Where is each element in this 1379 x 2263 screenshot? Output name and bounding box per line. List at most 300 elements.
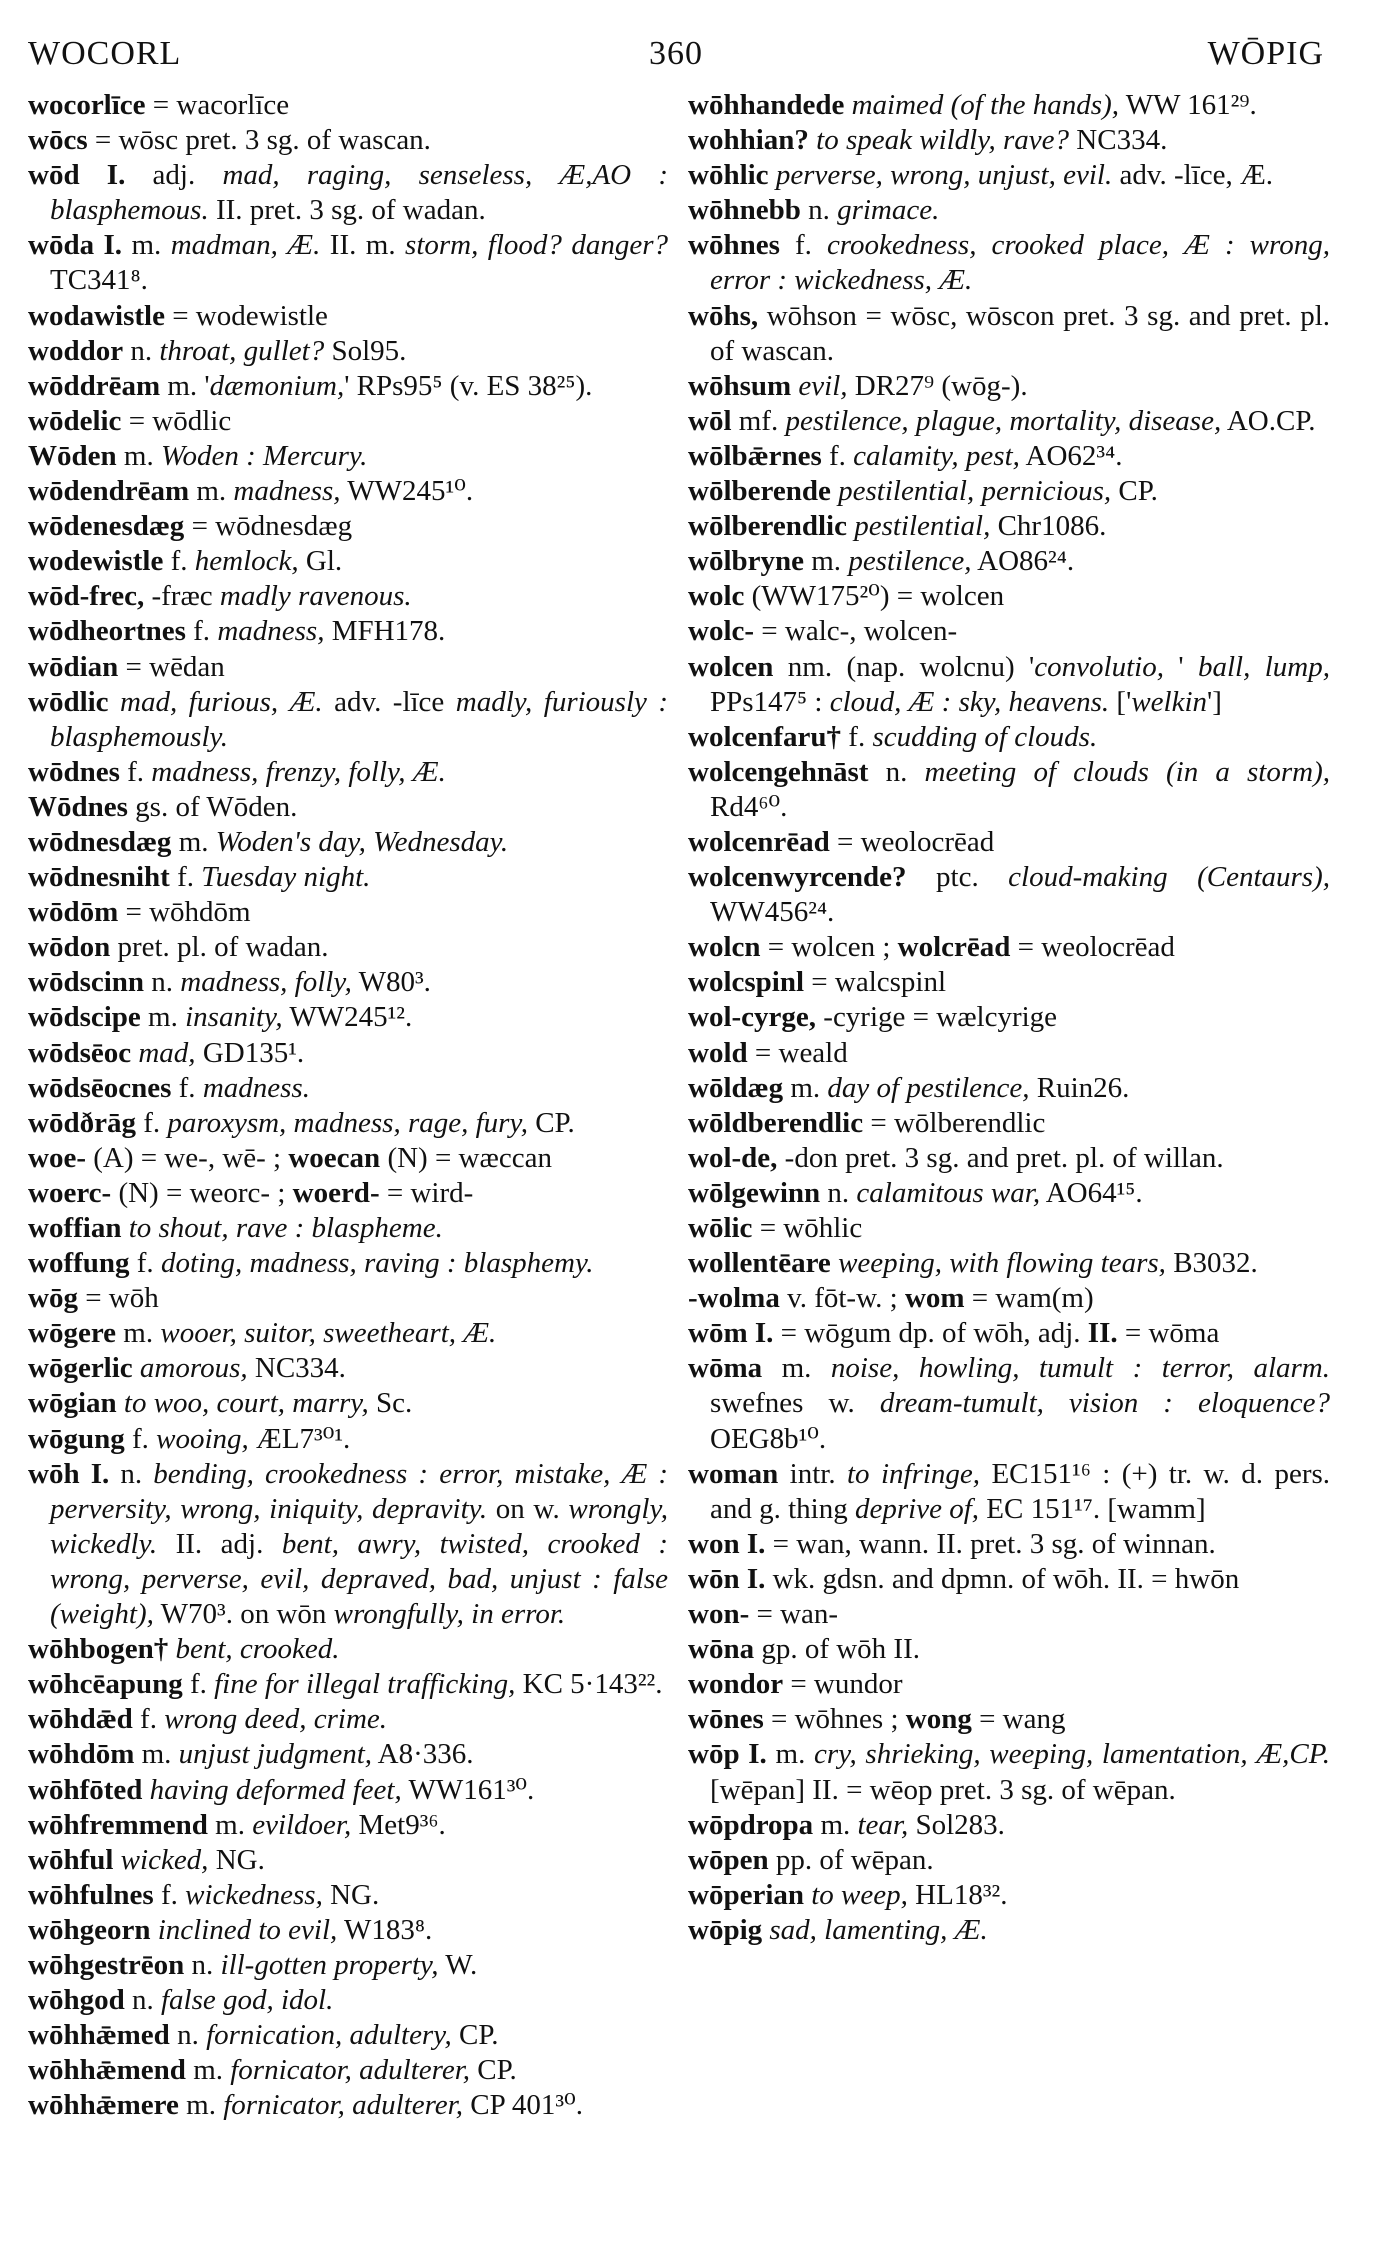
- entry-text: Sc.: [368, 1387, 413, 1420]
- entry-headword: wōdscinn: [28, 966, 145, 999]
- entry-headword: wōdscipe: [28, 1001, 141, 1034]
- entry-headword: wōhnebb: [688, 194, 801, 227]
- entry-text: n.: [800, 194, 838, 227]
- entry-text: -cyrige = wælcyrige: [816, 1001, 1058, 1034]
- entry-text: AO64¹⁵.: [1040, 1176, 1143, 1209]
- entry-text: = weald: [747, 1036, 848, 1069]
- entry-text: Gl.: [298, 545, 343, 578]
- entry-text: swefnes w.: [710, 1387, 880, 1420]
- entry-text: -don pret. 3 sg. and pret. pl. of willan.: [777, 1141, 1224, 1174]
- entry-text: B3032.: [1165, 1247, 1258, 1280]
- dictionary-entry: [688, 228, 1330, 298]
- entry-text: W70³. on wōn: [153, 1598, 334, 1631]
- dictionary-entry: [28, 1808, 668, 1843]
- entry-headword: wōl: [688, 404, 732, 437]
- dictionary-entry: [28, 1948, 668, 1983]
- entry-headword: wōgian: [28, 1387, 117, 1420]
- dictionary-entry: [688, 614, 1330, 649]
- entry-definition: calamity, pest,: [853, 439, 1020, 472]
- entry-headword: wolc-: [688, 615, 755, 648]
- entry-text: wk. gdsn. and dpmn. of wōh. II. = hwōn: [765, 1562, 1240, 1595]
- entry-text: f.: [163, 545, 195, 578]
- entry-definition: madness.: [202, 1071, 310, 1104]
- entry-headword: wōhhǣmere: [28, 2089, 179, 2122]
- dictionary-entry: [28, 685, 668, 755]
- entry-headword: wōdōm: [28, 896, 119, 929]
- entry-headword: wold: [688, 1036, 748, 1069]
- entry-headword: woffian: [28, 1212, 122, 1244]
- entry-text: pret. pl. of wadan.: [110, 931, 329, 964]
- entry-definition: Woden's day, Wednesday.: [215, 825, 509, 858]
- entry-definition: madly ravenous.: [219, 580, 412, 613]
- dictionary-entry: [688, 1597, 1330, 1632]
- entry-headword: wōlgewinn: [688, 1176, 821, 1209]
- entry-text: [wēpan] II. = wēop pret. 3 sg. of wēpan.: [710, 1773, 1176, 1806]
- entry-headword: wōhbogen†: [28, 1633, 169, 1666]
- entry-text: ' RPs95⁵ (v. ES 38²⁵).: [344, 369, 593, 402]
- dictionary-entry: [28, 544, 668, 579]
- dictionary-entry: [28, 509, 668, 544]
- entry-definition: dæmonium,: [209, 369, 345, 402]
- entry-definition: cloud-making (Centaurs),: [1008, 861, 1330, 894]
- entry-definition: to speak wildly, rave?: [816, 124, 1070, 157]
- dictionary-entry: [28, 404, 668, 439]
- entry-text: NC334.: [247, 1352, 346, 1385]
- entry-definition: storm, flood? danger?: [405, 229, 668, 262]
- page-number: 360: [649, 35, 703, 72]
- entry-headword: wōhdǣd: [28, 1703, 133, 1736]
- entry-headword: -wolma: [688, 1282, 780, 1315]
- dictionary-entry: [28, 1141, 668, 1176]
- dictionary-entry: [688, 1106, 1330, 1141]
- dictionary-entry: [688, 1351, 1330, 1456]
- entry-text: CP.: [470, 2054, 517, 2087]
- dictionary-entry: [688, 579, 1330, 614]
- dictionary-entry: [28, 1737, 668, 1772]
- entry-text: f.: [169, 861, 202, 894]
- dictionary-entry: [688, 1316, 1330, 1351]
- entry-definition: scudding of clouds.: [872, 720, 1098, 753]
- entry-headword: wolcen: [688, 650, 774, 683]
- entry-definition: paroxysm, madness, rage, fury,: [167, 1106, 528, 1139]
- entry-text: Ruin26.: [1029, 1071, 1130, 1104]
- entry-headword: wōma: [688, 1352, 763, 1385]
- entry-definition: mad,: [138, 1036, 196, 1069]
- entry-text: CP.: [1111, 475, 1158, 508]
- dictionary-entry: [28, 2088, 668, 2123]
- dictionary-entry: [28, 1702, 668, 1737]
- dictionary-entry: [28, 123, 668, 158]
- entry-definition: fornicator, adulterer,: [230, 2054, 471, 2087]
- entry-text: f.: [119, 755, 152, 788]
- entry-text: n.: [124, 1984, 161, 2017]
- entry-text: TC341⁸.: [50, 264, 148, 297]
- dictionary-entry: [688, 509, 1330, 544]
- entry-text: AO.CP.: [1221, 404, 1316, 437]
- entry-definition: fornication, adultery,: [206, 2019, 452, 2052]
- entry-headword: woerc-: [28, 1176, 112, 1209]
- dictionary-entry: [28, 1983, 668, 2018]
- entry-text: [': [1109, 685, 1132, 718]
- entry-headword: wōcs: [28, 124, 88, 157]
- entry-text: f.: [153, 1878, 186, 1911]
- entry-text: (A) = we-, wē- ;: [85, 1141, 289, 1174]
- entry-text: W183⁸.: [337, 1913, 433, 1946]
- entry-headword: wōlbǣrnes: [688, 439, 822, 472]
- entry-headword: wōhs,: [688, 299, 759, 332]
- entry-text: m.: [804, 545, 849, 578]
- entry-headword: wōhgod: [28, 1984, 125, 2017]
- dictionary-entry: [28, 474, 668, 509]
- dictionary-entry: [688, 930, 1330, 965]
- entry-text: m.: [171, 825, 216, 858]
- dictionary-entry: [28, 1843, 668, 1878]
- dictionary-entry: [28, 1176, 668, 1211]
- entry-text: (N) = weorc- ;: [111, 1176, 293, 1209]
- dictionary-entry: [688, 88, 1330, 123]
- entry-headword: wōdelic: [28, 404, 122, 437]
- entry-definition: pestilence, plague, mortality, disease,: [785, 404, 1222, 437]
- entry-headword: won-: [688, 1598, 750, 1631]
- dictionary-entry: [688, 1457, 1330, 1527]
- entry-text: f.: [182, 1668, 215, 1701]
- entry-text: [769, 159, 776, 191]
- entry-headword: wohhian?: [688, 124, 809, 157]
- entry-definition: wicked,: [120, 1843, 209, 1876]
- entry-headword: wōdlic: [28, 685, 109, 718]
- entry-headword: wong: [905, 1703, 972, 1736]
- entry-headword: wōdenesdæg: [28, 510, 185, 543]
- entry-text: = wam(m): [964, 1282, 1094, 1315]
- dictionary-entry: [688, 1246, 1330, 1281]
- entry-text: [133, 1352, 140, 1384]
- entry-text: II. pret. 3 sg. of wadan.: [208, 194, 486, 227]
- entry-text: ÆL7³⁰¹.: [248, 1422, 351, 1455]
- entry-text: n.: [868, 755, 925, 788]
- dictionary-entry: [28, 965, 668, 1000]
- entry-headword: wocorlīce: [28, 89, 146, 121]
- entry-text: Chr1086.: [990, 510, 1107, 543]
- entry-definition: wooer, suitor, sweetheart, Æ.: [160, 1317, 497, 1350]
- entry-headword: wodawistle: [28, 299, 165, 332]
- entry-headword: woman: [688, 1457, 779, 1490]
- entry-text: gp. of wōh II.: [754, 1633, 920, 1666]
- entry-text: Sol283.: [908, 1808, 1005, 1841]
- entry-headword: wōhhandede: [688, 89, 845, 121]
- entry-definition: bending, crookedness : error, mistake, Æ : perversity, wrong, iniquity, depravity.: [50, 1457, 669, 1525]
- entry-definition: Woden : Mercury.: [160, 439, 368, 472]
- entry-definition: day of pestilence,: [827, 1071, 1030, 1104]
- entry-text: = wōgum dp. of wōh, adj.: [773, 1317, 1088, 1350]
- entry-text: WW245¹².: [282, 1001, 413, 1034]
- dictionary-entry: [688, 193, 1330, 228]
- entry-headword: wōlberendlic: [688, 510, 847, 543]
- entry-text: = wōdlic: [121, 404, 232, 437]
- dictionary-entry: [688, 1562, 1330, 1597]
- dictionary-entry: [28, 2053, 668, 2088]
- entry-definition: noise, howling, tumult : terror, alarm.: [830, 1352, 1330, 1385]
- entry-text: n.: [169, 2019, 207, 2052]
- entry-headword: wōdsēoc: [28, 1036, 132, 1069]
- entry-text: = walc-, wolcen-: [754, 615, 958, 648]
- entry-text: m.: [116, 439, 161, 472]
- dictionary-entry: [28, 614, 668, 649]
- entry-definition: madness, folly,: [180, 966, 352, 999]
- entry-text: = wēdan: [118, 650, 225, 683]
- entry-text: [831, 1247, 838, 1279]
- dictionary-entry: [28, 1351, 668, 1386]
- dictionary-entry: [688, 1843, 1330, 1878]
- entry-text: Sol95.: [324, 334, 407, 367]
- entry-headword: wōlic: [688, 1212, 753, 1244]
- entry-definition: hemlock,: [194, 545, 299, 578]
- entry-headword: wōhfulnes: [28, 1878, 154, 1911]
- entry-headword: wol-de,: [688, 1141, 778, 1174]
- dictionary-entry: [28, 1632, 668, 1667]
- entry-definition: welkin: [1131, 685, 1208, 718]
- entry-headword: wom: [904, 1282, 965, 1315]
- entry-text: gs. of Wōden.: [127, 790, 298, 823]
- entry-headword: wōdendrēam: [28, 475, 190, 508]
- entry-text: on w.: [487, 1492, 569, 1525]
- entry-text: WW 161²⁹.: [1118, 89, 1257, 121]
- entry-text: KC 5·143²².: [515, 1668, 663, 1701]
- dictionary-entry: [28, 755, 668, 790]
- entry-definition: calamitous war,: [856, 1176, 1041, 1209]
- dictionary-entry: [28, 334, 668, 369]
- entry-text: HL18³².: [907, 1878, 1008, 1911]
- entry-text: Met9³⁶.: [351, 1808, 446, 1841]
- entry-headword: wōpig: [688, 1913, 763, 1946]
- entry-text: m.: [813, 1808, 858, 1841]
- entry-definition: wickedness,: [185, 1878, 323, 1911]
- dictionary-entry: [688, 1808, 1330, 1843]
- dictionary-entry: [688, 650, 1330, 720]
- entry-definition: evil,: [798, 369, 848, 402]
- entry-headword: wōlberende: [688, 475, 831, 508]
- entry-text: EC151¹⁶ : (+) tr. w. d. pers. and g. thing: [710, 1457, 1331, 1525]
- entry-headword: Wōdnes: [28, 790, 128, 823]
- entry-headword: wōdian: [28, 650, 119, 683]
- entry-definition: madly, furiously : blasphemously.: [50, 685, 668, 753]
- entry-text: [121, 1212, 128, 1244]
- entry-text: f.: [135, 1106, 168, 1139]
- dictionary-entry: [28, 88, 668, 123]
- entry-headword: wolcspinl: [688, 966, 805, 999]
- entry-text: = wodewistle: [164, 299, 328, 332]
- entry-text: intr.: [778, 1457, 847, 1490]
- entry-text: NG.: [208, 1843, 265, 1876]
- entry-headword: wōpen: [688, 1843, 769, 1876]
- entry-text: f.: [129, 1247, 161, 1280]
- page-header: [28, 24, 1324, 84]
- entry-text: = wōh: [77, 1282, 159, 1315]
- dictionary-entry: [28, 1211, 668, 1246]
- dictionary-entry: [28, 825, 668, 860]
- dictionary-entry: [688, 1667, 1330, 1702]
- entry-headword: wōdnes: [28, 755, 120, 788]
- entry-text: AO62³⁴.: [1019, 439, 1123, 472]
- entry-definition: madness,: [233, 475, 341, 508]
- entry-text: NC334.: [1069, 124, 1168, 157]
- entry-text: m.: [122, 229, 171, 262]
- entry-text: WW161³⁰.: [401, 1773, 535, 1806]
- entry-definition: to infringe,: [846, 1457, 981, 1490]
- entry-text: II. adj.: [157, 1527, 282, 1560]
- entry-definition: fine for illegal trafficking,: [214, 1668, 516, 1701]
- entry-headword: wōnes: [688, 1703, 764, 1736]
- entry-definition: to woo, court, marry,: [123, 1387, 369, 1420]
- entry-definition: ill-gotten property,: [220, 1948, 439, 1981]
- dictionary-entry: [28, 895, 668, 930]
- entry-headword: wolcenrēad: [688, 825, 830, 858]
- dictionary-entry: [688, 825, 1330, 860]
- entry-headword: woerd-: [292, 1176, 380, 1209]
- entry-definition: madness, frenzy, folly, Æ.: [151, 755, 446, 788]
- dictionary-entry: [688, 369, 1330, 404]
- entry-definition: doting, madness, raving : blasphemy.: [160, 1247, 594, 1280]
- entry-headword: wolcn: [688, 931, 761, 964]
- entry-text: = wōma: [1117, 1317, 1220, 1350]
- entry-definition: pestilential, pernicious,: [838, 475, 1112, 508]
- dictionary-entry: [688, 1281, 1330, 1316]
- entry-headword: wōddrēam: [28, 369, 161, 402]
- entry-text: m. ': [160, 369, 210, 402]
- entry-definition: meeting of clouds (in a storm),: [924, 755, 1331, 788]
- dictionary-entry: [28, 158, 668, 228]
- entry-text: = wacorlīce: [145, 89, 290, 121]
- entry-text: -fræc: [144, 580, 220, 613]
- entry-text: W.: [438, 1948, 478, 1981]
- dictionary-entry: [688, 1141, 1330, 1176]
- entry-text: n.: [109, 1457, 154, 1490]
- entry-definition: perverse, wrong, unjust, evil.: [775, 159, 1113, 192]
- entry-text: = weolocrēad: [1010, 931, 1175, 964]
- dictionary-entry: [688, 755, 1330, 825]
- entry-definition: sad, lamenting, Æ.: [769, 1913, 988, 1946]
- dictionary-entry: [28, 1422, 668, 1457]
- entry-definition: mad, raging, senseless, Æ,AO : blasphemous.: [50, 159, 668, 227]
- entry-text: (WW175²⁰) = wolcen: [744, 580, 1005, 613]
- entry-headword: wōdon: [28, 931, 111, 964]
- entry-definition: to weep,: [811, 1878, 908, 1911]
- entry-text: n.: [184, 1948, 221, 1981]
- entry-definition: wrong deed, crime.: [164, 1703, 388, 1736]
- entry-text: m.: [207, 1808, 253, 1841]
- entry-definition: wrongly, wickedly.: [50, 1492, 668, 1560]
- entry-text: m.: [189, 475, 234, 508]
- dictionary-entry: [28, 1913, 668, 1948]
- entry-definition: crookedness, crooked place, Æ : wrong, error : wickedness, Æ.: [710, 229, 1330, 297]
- entry-text: [109, 686, 120, 718]
- dictionary-entry: [28, 1246, 668, 1281]
- entry-headword: wōhfōted: [28, 1773, 143, 1806]
- entry-headword: wōlbryne: [688, 545, 804, 578]
- entry-definition: unjust judgment,: [178, 1738, 373, 1771]
- dictionary-entry: [688, 299, 1330, 369]
- entry-definition: evildoer,: [252, 1808, 352, 1841]
- dictionary-entry: [28, 2018, 668, 2053]
- dictionary-entry: [688, 1737, 1330, 1807]
- entry-headword: wōm I.: [688, 1317, 774, 1350]
- entry-definition: convolutio,: [1034, 650, 1164, 683]
- entry-text: W80³.: [351, 966, 431, 999]
- entry-headword: woddor: [28, 334, 124, 367]
- right-column: [688, 88, 1330, 1948]
- entry-text: wōhson = wōsc, wōscon pret. 3 sg. and pret. pl. of wascan.: [710, 299, 1330, 367]
- entry-headword: woffung: [28, 1247, 130, 1280]
- entry-definition: to shout, rave : blaspheme.: [128, 1212, 443, 1244]
- entry-headword: wōdsēocnes: [28, 1071, 172, 1104]
- entry-text: f.: [124, 1422, 157, 1455]
- entry-headword: wōldæg: [688, 1071, 784, 1104]
- entry-definition: maimed (of the hands),: [851, 89, 1119, 121]
- entry-text: v. fōt-w. ;: [779, 1282, 905, 1315]
- dictionary-entry: [688, 158, 1330, 193]
- entry-text: nm. (nap. wolcnu) ': [773, 650, 1035, 683]
- entry-definition: tear,: [857, 1808, 909, 1841]
- dictionary-entry: [28, 1000, 668, 1035]
- dictionary-entry: [688, 1878, 1330, 1913]
- entry-headword: wōh I.: [28, 1457, 110, 1490]
- entry-text: = wan-: [749, 1598, 839, 1631]
- entry-definition: wooing,: [156, 1422, 249, 1455]
- entry-text: f.: [779, 229, 827, 262]
- entry-text: m.: [766, 1738, 815, 1771]
- entry-text: NG.: [322, 1878, 380, 1911]
- entry-headword: wōhdōm: [28, 1738, 135, 1771]
- entry-headword: wōhnes: [688, 229, 780, 262]
- entry-headword: wōd I.: [28, 159, 126, 192]
- entry-headword: wolcenwyrcende?: [688, 861, 907, 894]
- dictionary-entry: [28, 439, 668, 474]
- dictionary-entry: [28, 1281, 668, 1316]
- left-column: [28, 88, 668, 2123]
- entry-text: (N) = wæccan: [380, 1141, 552, 1174]
- entry-headword: wōhgestrēon: [28, 1948, 185, 1981]
- entry-text: = wang: [971, 1703, 1066, 1736]
- header-right-guideword: WŌPIG: [1207, 35, 1324, 72]
- entry-text: ']: [1207, 685, 1222, 718]
- entry-definition: ball, lump,: [1197, 650, 1330, 683]
- dictionary-entry: [688, 1527, 1330, 1562]
- entry-definition: weeping, with flowing tears,: [838, 1247, 1166, 1280]
- dictionary-entry: [688, 404, 1330, 439]
- entry-headword: wōhful: [28, 1843, 114, 1876]
- dictionary-entry: [688, 1702, 1330, 1737]
- entry-definition: madness,: [217, 615, 325, 648]
- entry-definition: inclined to evil,: [157, 1913, 338, 1946]
- entry-text: = wōsc pret. 3 sg. of wascan.: [87, 124, 431, 157]
- entry-headword: II.: [1087, 1317, 1118, 1350]
- dictionary-entry: [28, 1036, 668, 1071]
- entry-headword: wolcrēad: [897, 931, 1011, 964]
- entry-headword: wōdnesniht: [28, 861, 170, 894]
- entry-definition: fornicator, adulterer,: [223, 2089, 463, 2122]
- entry-text: m.: [178, 2089, 224, 2122]
- entry-definition: throat, gullet?: [159, 334, 325, 367]
- entry-text: m.: [783, 1071, 828, 1104]
- entry-definition: having deformed feet,: [149, 1773, 402, 1806]
- header-left-guideword: WOCORL: [28, 35, 182, 72]
- dictionary-entry: [688, 544, 1330, 579]
- entry-headword: woe-: [28, 1141, 86, 1174]
- dictionary-entry: [28, 228, 668, 298]
- entry-text: f.: [171, 1071, 203, 1104]
- entry-headword: wol-cyrge,: [688, 1001, 817, 1034]
- entry-text: n.: [144, 966, 181, 999]
- entry-text: EC 151¹⁷. [wamm]: [979, 1492, 1206, 1525]
